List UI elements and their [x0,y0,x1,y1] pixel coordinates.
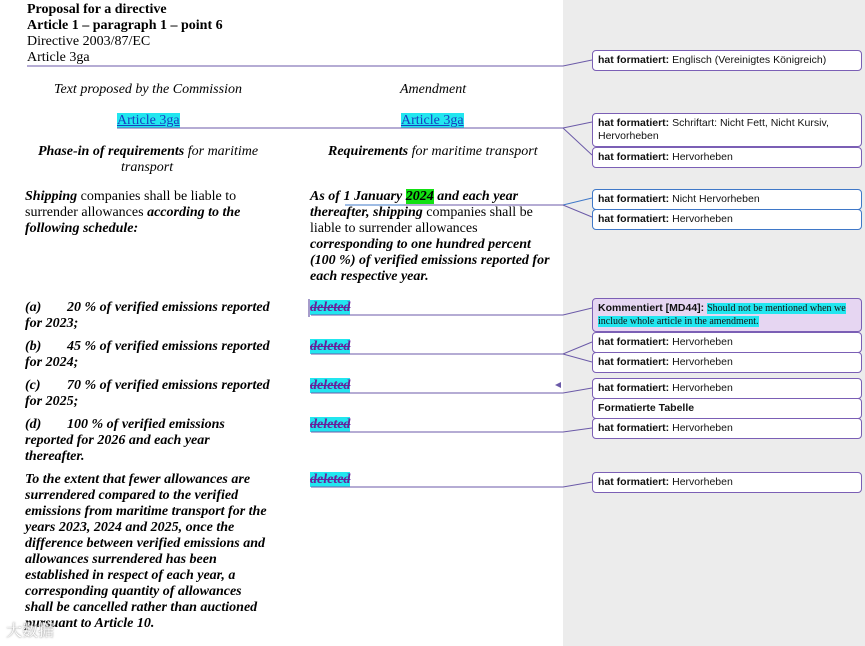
format-balloon[interactable]: hat formatiert: Hervorheben [592,418,862,439]
format-balloon[interactable]: hat formatiert: Hervorheben [592,378,862,399]
right-para-line1: As of 1 January 2024 and each year [310,189,519,204]
left-para-line1: Shipping companies shall be liable to [25,189,237,204]
item-b-label: (b) [25,339,42,354]
item-c-label: (c) [25,378,41,393]
item-a-line2: for 2023; [25,316,79,331]
final-para-line: surrendered compared to the verified [25,488,239,503]
article-ref-right[interactable]: Article 3ga [401,113,464,128]
format-balloon[interactable]: hat formatiert: Hervorheben [592,472,862,493]
format-balloon[interactable]: hat formatiert: Hervorheben [592,332,862,353]
heading-left: Phase-in of requirements for maritime [38,144,259,159]
format-balloon[interactable]: hat formatiert: Englisch (Vereinigtes Königreich) [592,50,862,71]
final-para-line: pursuant to Article 10. [25,616,155,631]
heading-left-line2: transport [121,160,174,175]
article-ref-left[interactable]: Article 3ga [117,113,180,128]
column-title-amendment: Amendment [400,82,467,97]
item-a-label: (a) [25,300,42,315]
heading-right: Requirements for maritime transport [328,144,538,159]
format-balloon[interactable]: hat formatiert: Hervorheben [592,147,862,168]
item-a-line1: 20 % of verified emissions reported [67,300,270,315]
final-para-line: years 2023, 2024 and 2025, once the [25,520,235,535]
right-para-line6: each respective year. [310,269,429,284]
column-title-commission: Text proposed by the Commission [54,82,242,97]
deleted-marker[interactable]: deleted [310,472,351,487]
comment-balloon[interactable]: Kommentiert [MD44]: Should not be mentioned when we include whole article in the amendment. [592,298,862,332]
right-para-line5: (100 %) of verified emissions reported for [310,253,550,268]
format-balloon[interactable]: hat formatiert: Hervorheben [592,352,862,373]
format-balloon[interactable]: hat formatiert: Schriftart: Nicht Fett, Nicht Kursiv, Hervorheben [592,113,862,147]
doc-title: Proposal for a directive [27,2,167,17]
final-para-line: shall be cancelled rather than auctioned [25,600,258,615]
final-para-line: allowances surrendered has been [25,552,217,567]
doc-article: Article 3ga [27,50,90,65]
item-b-line1: 45 % of verified emissions reported [67,339,270,354]
item-d-line3: thereafter. [25,449,85,464]
deleted-marker[interactable]: deleted [310,300,351,315]
item-d-line1: 100 % of verified emissions [67,417,225,432]
item-b-line2: for 2024; [25,355,79,370]
deleted-marker[interactable]: deleted [310,417,351,432]
final-para-line: corresponding quantity of allowances [25,584,242,599]
deleted-marker[interactable]: deleted [310,378,351,393]
doc-article-ref: Article 1 – paragraph 1 – point 6 [27,18,223,33]
left-para-line3: following schedule: [25,221,139,236]
format-balloon[interactable]: hat formatiert: Hervorheben [592,209,862,230]
item-c-line2: for 2025; [25,394,79,409]
table-format-balloon[interactable]: Formatierte Tabelle [592,398,862,419]
doc-directive: Directive 2003/87/EC [27,34,151,49]
item-d-label: (d) [25,417,42,432]
right-para-line3: liable to surrender allowances [310,221,478,236]
item-d-line2: reported for 2026 and each year [25,433,210,448]
item-c-line1: 70 % of verified emissions reported [67,378,270,393]
final-para-line: emissions from maritime transport for the [25,504,267,519]
deleted-marker[interactable]: deleted [310,339,351,354]
right-para-line4: corresponding to one hundred percent [310,237,531,252]
final-para-line: difference between verified emissions and [25,536,266,551]
final-para-line: established in respect of each year, a [25,568,236,583]
watermark: 大数据 [6,623,55,640]
final-para-line: To the extent that fewer allowances are [25,472,251,487]
right-para-line2: thereafter, shipping companies shall be [310,205,533,220]
format-balloon[interactable]: hat formatiert: Nicht Hervorheben [592,189,862,210]
left-para-line2: surrender allowances according to the [25,205,241,220]
